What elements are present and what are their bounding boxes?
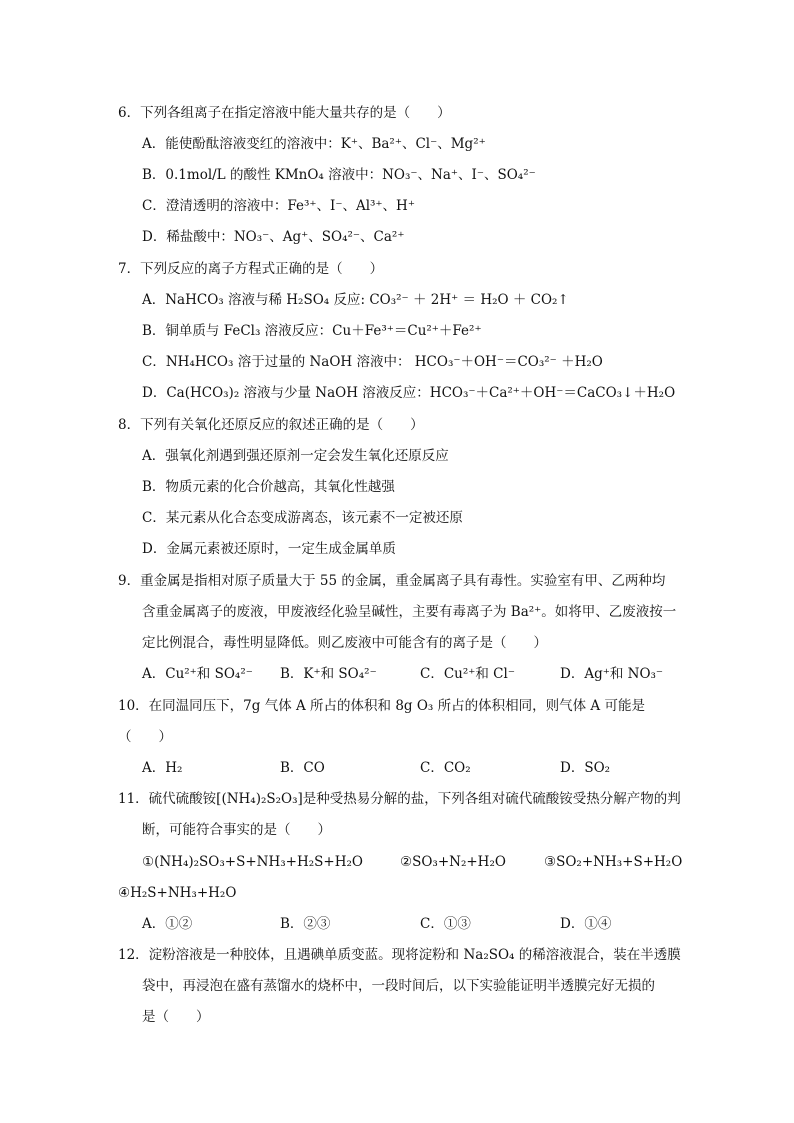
question-11-option-c: C．①③ <box>420 916 471 932</box>
question-10-option-c: C．CO₂ <box>420 760 471 776</box>
question-8-option-a: A．强氧化剂遇到强还原剂一定会发生氧化还原反应 <box>142 448 449 464</box>
question-10-stem-line-1: 10．在同温同压下，7g 气体 A 所占的体积和 8g O₃ 所占的体积相同，则气体 A 可能是 <box>118 698 645 714</box>
question-7-option-a: A．NaHCO₃ 溶液与稀 H₂SO₄ 反应: CO₃²⁻ ＋ 2H⁺ ＝ H₂O ＋ CO₂↑ <box>142 292 569 308</box>
question-9-option-c: C．Cu²⁺和 Cl⁻ <box>420 666 515 682</box>
question-11-options <box>142 915 682 933</box>
question-12-stem-line-3: 是（ ） <box>142 1009 210 1025</box>
question-10-options <box>142 759 682 777</box>
question-11-stem-line-1: 11．硫代硫酸铵[(NH₄)₂S₂O₃]是种受热易分解的盐，下列各组对硫代硫酸铵受热分解产物的判 <box>118 791 681 807</box>
question-11-item-1: ①(NH₄)₂SO₃+S+NH₃+H₂S+H₂O <box>142 854 363 870</box>
question-8-option-b: B．物质元素的化合价越高，其氧化性越强 <box>142 479 395 495</box>
question-9-stem-line-2: 含重金属离子的废液，甲废液经化验呈碱性，主要有毒离子为 Ba²⁺。如将甲、乙废液按一 <box>142 604 677 620</box>
question-11-option-b: B．②③ <box>280 916 331 932</box>
question-12-stem-line-1: 12．淀粉溶液是一种胶体，且遇碘单质变蓝。现将淀粉和 Na₂SO₄ 的稀溶液混合，装在半透膜 <box>118 947 681 963</box>
question-11-item-4: ④H₂S+NH₃+H₂O <box>118 885 237 901</box>
question-11-stem-line-2: 断，可能符合事实的是（ ） <box>142 822 331 838</box>
question-11-items <box>142 853 682 871</box>
question-6-stem: 6．下列各组离子在指定溶液中能大量共存的是（ ） <box>118 105 451 121</box>
question-6-option-c: C．澄清透明的溶液中：Fe³⁺、I⁻、Al³⁺、H⁺ <box>142 198 415 214</box>
question-8-option-c: C．某元素从化合态变成游离态，该元素不一定被还原 <box>142 510 463 526</box>
question-7-stem: 7．下列反应的离子方程式正确的是（ ） <box>118 261 384 277</box>
question-9-stem-line-1: 9．重金属是指相对原子质量大于 55 的金属，重金属离子具有毒性。实验室有甲、乙两种均 <box>118 573 666 589</box>
question-11-option-a: A．①② <box>142 916 193 932</box>
question-10-option-a: A．H₂ <box>142 760 183 776</box>
question-8-option-d: D．金属元素被还原时，一定生成金属单质 <box>142 541 396 557</box>
question-9-options <box>142 665 682 683</box>
question-9-option-d: D．Ag⁺和 NO₃⁻ <box>560 666 664 682</box>
question-6-option-a: A．能使酚酞溶液变红的溶液中：K⁺、Ba²⁺、Cl⁻、Mg²⁺ <box>142 136 486 152</box>
question-7-option-b: B．铜单质与 FeCl₃ 溶液反应：Cu＋Fe³⁺＝Cu²⁺＋Fe²⁺ <box>142 323 482 339</box>
question-6-option-d: D．稀盐酸中：NO₃⁻、Ag⁺、SO₄²⁻、Ca²⁺ <box>142 229 405 245</box>
question-7-option-d: D．Ca(HCO₃)₂ 溶液与少量 NaOH 溶液反应：HCO₃⁻＋Ca²⁺＋OH⁻＝CaCO₃↓＋H₂O <box>142 385 676 401</box>
question-10-option-d: D．SO₂ <box>560 760 611 776</box>
question-7-option-c: C．NH₄HCO₃ 溶于过量的 NaOH 溶液中： HCO₃⁻＋OH⁻＝CO₃²⁻ ＋H₂O <box>142 354 603 370</box>
question-11-item-2: ②SO₃+N₂+H₂O <box>400 854 506 870</box>
question-8-stem: 8．下列有关氧化还原反应的叙述正确的是（ ） <box>118 417 424 433</box>
question-11-item-3: ③SO₂+NH₃+S+H₂O <box>544 854 683 870</box>
question-10-option-b: B．CO <box>280 760 325 776</box>
question-12-stem-line-2: 袋中，再浸泡在盛有蒸馏水的烧杯中，一段时间后，以下实验能证明半透膜完好无损的 <box>142 978 655 994</box>
question-11-option-d: D．①④ <box>560 916 612 932</box>
question-9-option-a: A．Cu²⁺和 SO₄²⁻ <box>142 666 253 682</box>
question-6-option-b: B．0.1mol/L 的酸性 KMnO₄ 溶液中：NO₃⁻、Na⁺、I⁻、SO₄²⁻ <box>142 167 536 183</box>
question-9-option-b: B．K⁺和 SO₄²⁻ <box>280 666 377 682</box>
question-9-stem-line-3: 定比例混合，毒性明显降低。则乙废液中可能含有的离子是（ ） <box>142 635 547 651</box>
question-10-stem-line-2: （ ） <box>118 729 172 745</box>
